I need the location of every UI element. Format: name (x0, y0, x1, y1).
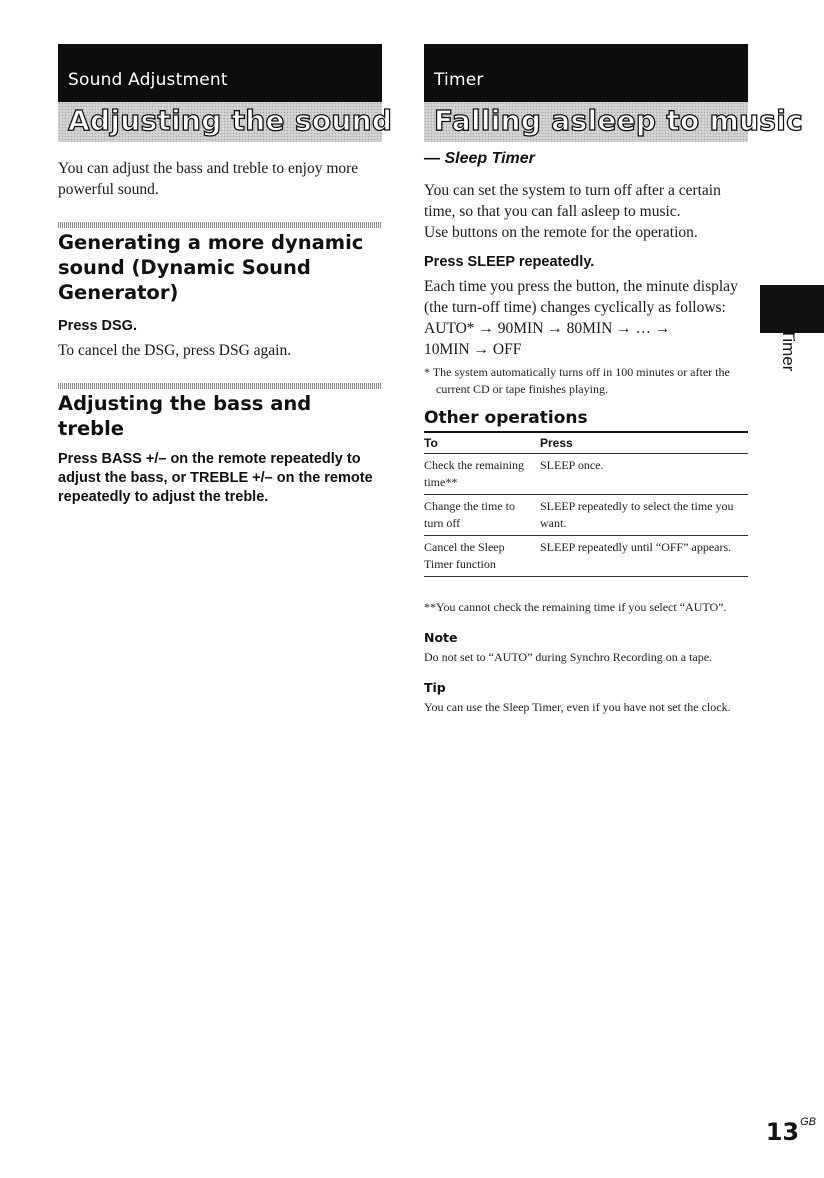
note-text: Do not set to “AUTO” during Synchro Recording on a tape. (424, 650, 713, 664)
title-band (58, 102, 393, 142)
dsg-heading: Generating a more dynamic sound (Dynamic Sound Generator) (58, 231, 364, 304)
intro-text: You can set the system to turn off after a certain time, so that you can fall asleep to music. (424, 182, 721, 220)
table-cell: Change the time to turn off (424, 495, 540, 536)
page-number (766, 1118, 816, 1146)
section-header (424, 44, 804, 142)
sleep-sequence-line-2: 10MIN → OFF (424, 341, 522, 358)
table-cell: SLEEP once. (540, 454, 748, 495)
side-tab-text: Timer (779, 328, 798, 372)
page-title: Adjusting the sound (68, 104, 393, 137)
footnote: * The system automatically turns off in 100 minutes or after the current CD or tape finishes playing. (424, 365, 730, 396)
page-number-value: 13 (765, 1118, 800, 1146)
section-label: Sound Adjustment (68, 70, 228, 90)
table-header-row (424, 433, 748, 454)
dsg-instruction: Press DSG. (58, 318, 137, 334)
sleep-description: Each time you press the button, the minute display (the turn-off time) changes cyclically as follows: (424, 278, 738, 316)
sleep-instruction: Press SLEEP repeatedly. (424, 254, 595, 270)
divider (58, 222, 382, 228)
footnote-2: **You cannot check the remaining time if you select “AUTO”. (424, 600, 727, 614)
subtitle: — Sleep Timer (424, 150, 535, 167)
section-header (58, 44, 393, 142)
left-column (58, 44, 393, 507)
intro-text: You can adjust the bass and treble to enjoy more powerful sound. (58, 160, 359, 198)
table-row (424, 495, 748, 536)
bass-treble-instruction: Press BASS +/– on the remote repeatedly to adjust the bass, or TREBLE +/– on the remote repeatedly to adjust the treble. (58, 451, 373, 505)
title-band (424, 102, 804, 142)
section-label: Timer (434, 70, 484, 90)
page-number-suffix: GB (800, 1116, 816, 1128)
divider (58, 383, 382, 389)
bass-treble-heading: Adjusting the bass and treble (58, 392, 312, 440)
page-title: Falling asleep to music (434, 104, 804, 137)
dsg-cancel-text: To cancel the DSG, press DSG again. (58, 342, 292, 359)
table-cell: Cancel the Sleep Timer function (424, 536, 540, 577)
other-operations-heading: Other operations (424, 408, 748, 433)
table-cell: SLEEP repeatedly to select the time you want. (540, 495, 748, 536)
note-label: Note (424, 630, 458, 645)
table-row (424, 454, 748, 495)
column-header-press: Press (540, 433, 748, 454)
column-header-to: To (424, 433, 540, 454)
table-cell: Check the remaining time** (424, 454, 540, 495)
side-tab-label (756, 320, 820, 380)
table-cell: SLEEP repeatedly until “OFF” appears. (540, 536, 748, 577)
tip-label: Tip (424, 680, 446, 695)
table-row (424, 536, 748, 577)
operations-table (424, 433, 748, 577)
right-column (424, 44, 804, 716)
sleep-sequence-line-1: AUTO* → 90MIN → 80MIN → … → (424, 320, 671, 337)
tip-text: You can use the Sleep Timer, even if you have not set the clock. (424, 700, 731, 714)
intro-text-2: Use buttons on the remote for the operation. (424, 224, 698, 241)
